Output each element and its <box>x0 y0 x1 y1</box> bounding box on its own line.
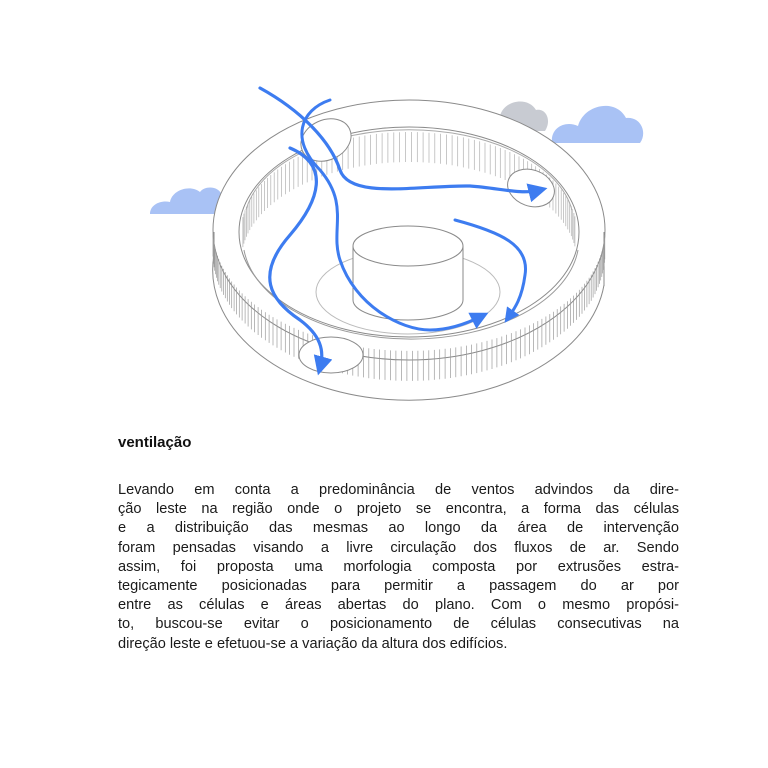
paragraph-line: direção leste e efetuou-se a variação da altura dos edifícios. <box>118 635 508 652</box>
paragraph-line: Levando em conta a predominância de ventos advindos da dire- <box>118 482 679 498</box>
paragraph-line: entre as células e áreas abertas do plano. Com o mesmo propósi- <box>118 597 679 614</box>
paragraph-line: assim, foi proposta uma morfologia composta por extrusões estra- <box>118 558 679 575</box>
paragraph-line: tegicamente posicionadas para permitir a passagem do ar por <box>118 578 679 595</box>
description-paragraph <box>118 481 679 654</box>
section-heading: ventilação <box>118 434 192 451</box>
paragraph-line: to, buscou-se evitar o posicionamento de células consecutivas na <box>118 616 679 633</box>
paragraph-line: foram pensadas visando a livre circulação dos fluxos de ar. Sendo <box>118 539 679 556</box>
paragraph-line: ção leste na região onde o projeto se encontra, a forma das células <box>118 501 679 518</box>
paragraph-line: e a distribuição das mesmas ao longo da área de intervenção <box>118 520 679 537</box>
cloud-icon <box>552 106 643 143</box>
